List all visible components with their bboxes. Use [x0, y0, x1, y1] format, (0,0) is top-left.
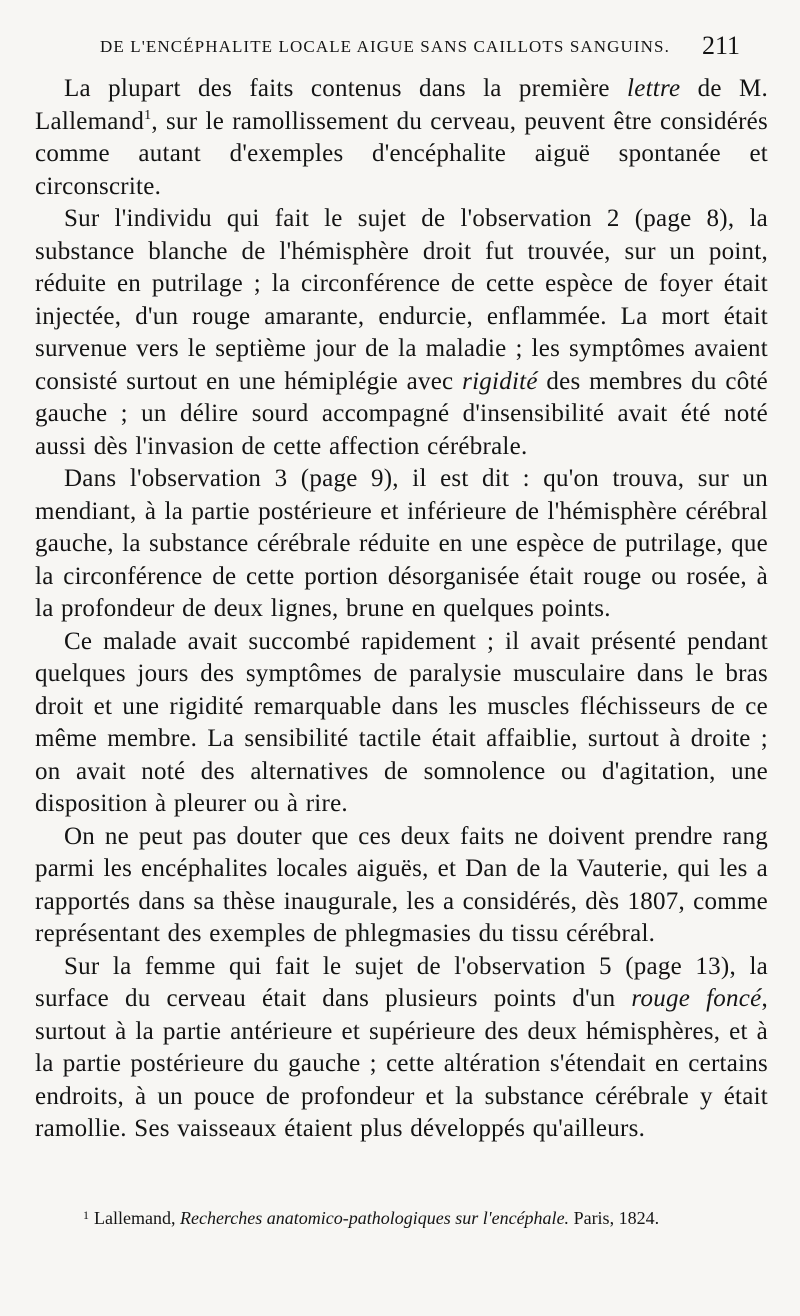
- paragraph-6: [35, 951, 768, 1146]
- footnote-reference: 1: [144, 107, 152, 123]
- paragraph-6-text: Sur la femme qui fait le sujet de l'observation 5 (page 13), la surface du cerveau était dans plusieurs points d'un: [35, 952, 768, 1012]
- footnote-marker: 1: [83, 1208, 89, 1222]
- footnote-place-year: Paris, 1824.: [573, 1208, 660, 1228]
- paragraph-2: [35, 203, 768, 463]
- footnote-title: Recherches anatomico-pathologiques sur l'encéphale.: [179, 1208, 570, 1228]
- paragraph-2-italic-rigidite: rigidité: [462, 367, 538, 395]
- running-head: [100, 33, 740, 63]
- paragraph-3-text: Dans l'observation 3 (page 9), il est dit : qu'on trouva, sur un mendiant, à la partie postérieure et inférieure de l'hémisphère cérébral gauche, la substance cérébrale réduite en une espèce de putrilage, que la circonférence de cette portion désorganisée était rouge ou rosée, à la profondeur de deux lignes, brune en quelques points.: [35, 465, 768, 622]
- paragraph-5-text: On ne peut pas douter que ces deux faits ne doivent prendre rang parmi les encéphalites locales aiguës, et Dan de la Vauterie, qui les a rapportés dans sa thèse inaugurale, les a considérés, dès 1807, comme représentant des exemples de phlegmasies du tissu cérébral.: [35, 822, 768, 947]
- footnote-author: Lallemand,: [94, 1208, 176, 1228]
- footnote: [83, 1208, 763, 1229]
- paragraph-6-italic-rouge-fonce: rouge foncé: [631, 985, 762, 1012]
- paragraph-6-text-2: , surtout à la partie antérieure et supérieure des deux hémisphères, et à la partie postérieure du gauche ; cette altération s'étendait en certains endroits, à un pouce de profondeur et la substance cérébrale y était ramollie. Ses vaisseaux étaient plus développés qu'ailleurs.: [35, 985, 768, 1142]
- paragraph-1-text: La plupart des faits contenus dans la première: [64, 75, 628, 102]
- paragraph-3: [35, 463, 768, 626]
- paragraph-1: [35, 73, 768, 203]
- body-text: [35, 73, 768, 1146]
- running-head-title: DE L'ENCÉPHALITE LOCALE AIGUE SANS CAILLOTS SANGUINS.: [100, 37, 670, 56]
- paragraph-4-text: Ce malade avait succombé rapidement ; il avait présenté pendant quelques jours des symptômes de paralysie musculaire dans le bras droit et une rigidité remarquable dans les muscles fléchisseurs de ce même membre. La sensibilité tactile était affaiblie, surtout à droite ; on avait noté des alternatives de somnolence ou d'agitation, une disposition à pleurer ou à rire.: [35, 627, 768, 817]
- paragraph-4: [35, 626, 768, 821]
- paragraph-1-italic-lettre: lettre: [627, 75, 681, 102]
- paragraph-2-text-2: des membres du côté gauche ; un délire sourd accompagné d'insensibilité avait été noté aussi dès l'invasion de cette affection cérébrale.: [35, 367, 768, 460]
- page-number: 211: [701, 31, 740, 60]
- paragraph-1-text-2: de M. Lallemand: [35, 75, 768, 135]
- paragraph-5: [35, 821, 768, 951]
- paragraph-2-text: Sur l'individu qui fait le sujet de l'observation 2 (page 8), la substance blanche de l'hémisphère droit fut trouvée, sur un point, réduite en putrilage ; la circonférence de cette espèce de foyer était injectée, d'un rouge amarante, endurcie, enflammée. La mort était survenue vers le septième jour de la maladie ; les symptômes avaient consisté surtout en une hémiplégie avec: [35, 205, 768, 395]
- paragraph-1-text-3: , sur le ramollissement du cerveau, peuvent être considérés comme autant d'exemples d'encéphalite aiguë spontanée et circonscrite.: [35, 107, 768, 200]
